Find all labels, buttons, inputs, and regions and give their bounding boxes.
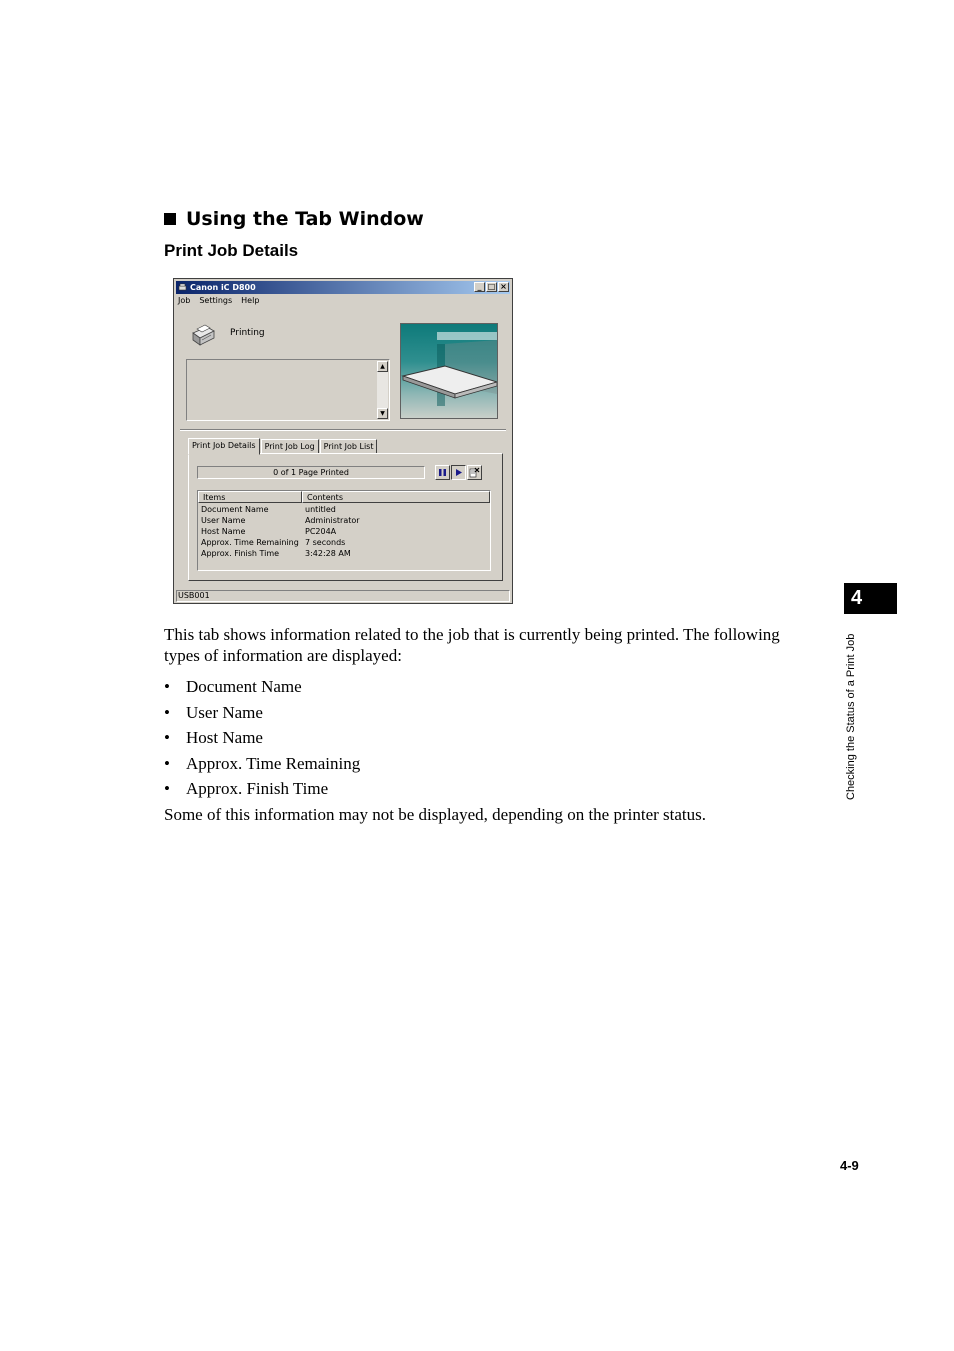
list-item bbox=[164, 778, 360, 804]
content-cell: Administrator bbox=[305, 516, 360, 525]
message-box bbox=[186, 359, 390, 421]
page-progress-bar: 0 of 1 Page Printed bbox=[197, 466, 425, 479]
list-item bbox=[164, 753, 360, 779]
printer-status-window bbox=[173, 278, 513, 604]
item-cell: Document Name bbox=[201, 505, 269, 514]
content-cell: PC204A bbox=[305, 527, 337, 536]
bullet-char: • bbox=[164, 779, 170, 799]
window-title: Canon iC D800 bbox=[190, 283, 256, 292]
printer-paper-illustration bbox=[401, 324, 497, 418]
message-scrollbar[interactable] bbox=[377, 361, 388, 419]
window-titlebar[interactable] bbox=[176, 281, 510, 294]
tab-print-job-list[interactable]: Print Job List bbox=[320, 439, 378, 454]
list-header bbox=[198, 491, 490, 503]
minimize-button[interactable]: _ bbox=[474, 282, 485, 292]
tab-print-job-log[interactable]: Print Job Log bbox=[261, 439, 319, 454]
tab-panel bbox=[188, 453, 503, 581]
content-cell: untitled bbox=[305, 505, 336, 514]
list-item-text: Document Name bbox=[186, 677, 302, 696]
scroll-up-icon[interactable]: ▲ bbox=[377, 361, 388, 372]
section-heading-text: Using the Tab Window bbox=[186, 208, 424, 230]
printer-status-text: Printing bbox=[230, 328, 265, 338]
printer-small-icon bbox=[178, 283, 187, 292]
menu-job[interactable]: Job bbox=[178, 296, 191, 305]
bullet-char: • bbox=[164, 702, 170, 722]
list-item-text: Approx. Time Remaining bbox=[186, 753, 361, 773]
close-button[interactable]: × bbox=[498, 282, 509, 292]
square-bullet-icon bbox=[164, 213, 176, 225]
chapter-tab: 4 bbox=[844, 583, 897, 614]
sub-heading: Print Job Details bbox=[164, 241, 299, 260]
pause-icon bbox=[438, 468, 447, 477]
intro-paragraph: This tab shows information related to the job that is currently being printed. The following types of information are displayed: bbox=[164, 625, 780, 665]
page-number: 4-9 bbox=[840, 1158, 859, 1173]
section-heading bbox=[164, 208, 424, 230]
list-item-text: Host Name bbox=[186, 728, 263, 748]
cancel-job-button[interactable] bbox=[467, 465, 482, 480]
bullet-char: • bbox=[164, 677, 170, 696]
list-item bbox=[164, 702, 360, 728]
job-details-list[interactable] bbox=[197, 490, 491, 571]
scroll-down-icon[interactable]: ▼ bbox=[377, 408, 388, 419]
table-row[interactable] bbox=[201, 515, 360, 526]
content-cell: 3:42:28 AM bbox=[305, 549, 351, 558]
window-status-bar: USB001 bbox=[176, 590, 510, 602]
table-row[interactable] bbox=[201, 504, 360, 515]
list-item-text: User Name bbox=[186, 702, 263, 722]
bullet-char: • bbox=[164, 728, 170, 748]
item-cell: User Name bbox=[201, 516, 246, 525]
resume-button[interactable] bbox=[451, 465, 466, 480]
list-item-text: Approx. Finish Time bbox=[186, 779, 329, 799]
play-icon bbox=[454, 468, 463, 477]
maximize-button[interactable]: □ bbox=[487, 282, 496, 291]
table-row[interactable] bbox=[201, 548, 360, 559]
content-cell: 7 seconds bbox=[305, 538, 346, 547]
list-item bbox=[164, 727, 360, 753]
bullet-char: • bbox=[164, 753, 170, 773]
item-cell: Approx. Finish Time bbox=[201, 549, 280, 558]
info-bullet-list bbox=[164, 676, 360, 804]
printer-icon bbox=[190, 323, 216, 347]
table-row[interactable] bbox=[201, 526, 360, 537]
pause-button[interactable] bbox=[435, 465, 450, 480]
chapter-side-label: Checking the Status of a Print Job bbox=[845, 633, 857, 800]
column-header-items[interactable]: Items bbox=[198, 491, 302, 503]
cancel-job-icon bbox=[469, 467, 480, 478]
divider bbox=[180, 429, 506, 431]
list-item bbox=[164, 676, 360, 702]
item-cell: Approx. Time Remaining bbox=[201, 538, 299, 547]
menu-help[interactable]: Help bbox=[241, 296, 260, 305]
table-row[interactable] bbox=[201, 537, 360, 548]
printer-preview-image bbox=[400, 323, 498, 419]
menu-bar bbox=[178, 296, 259, 308]
menu-settings[interactable]: Settings bbox=[199, 296, 233, 305]
item-cell: Host Name bbox=[201, 527, 246, 536]
column-header-contents[interactable]: Contents bbox=[302, 491, 490, 503]
tab-print-job-details[interactable]: Print Job Details bbox=[188, 438, 260, 455]
closing-paragraph: Some of this information may not be displayed, depending on the printer status. bbox=[164, 805, 707, 824]
